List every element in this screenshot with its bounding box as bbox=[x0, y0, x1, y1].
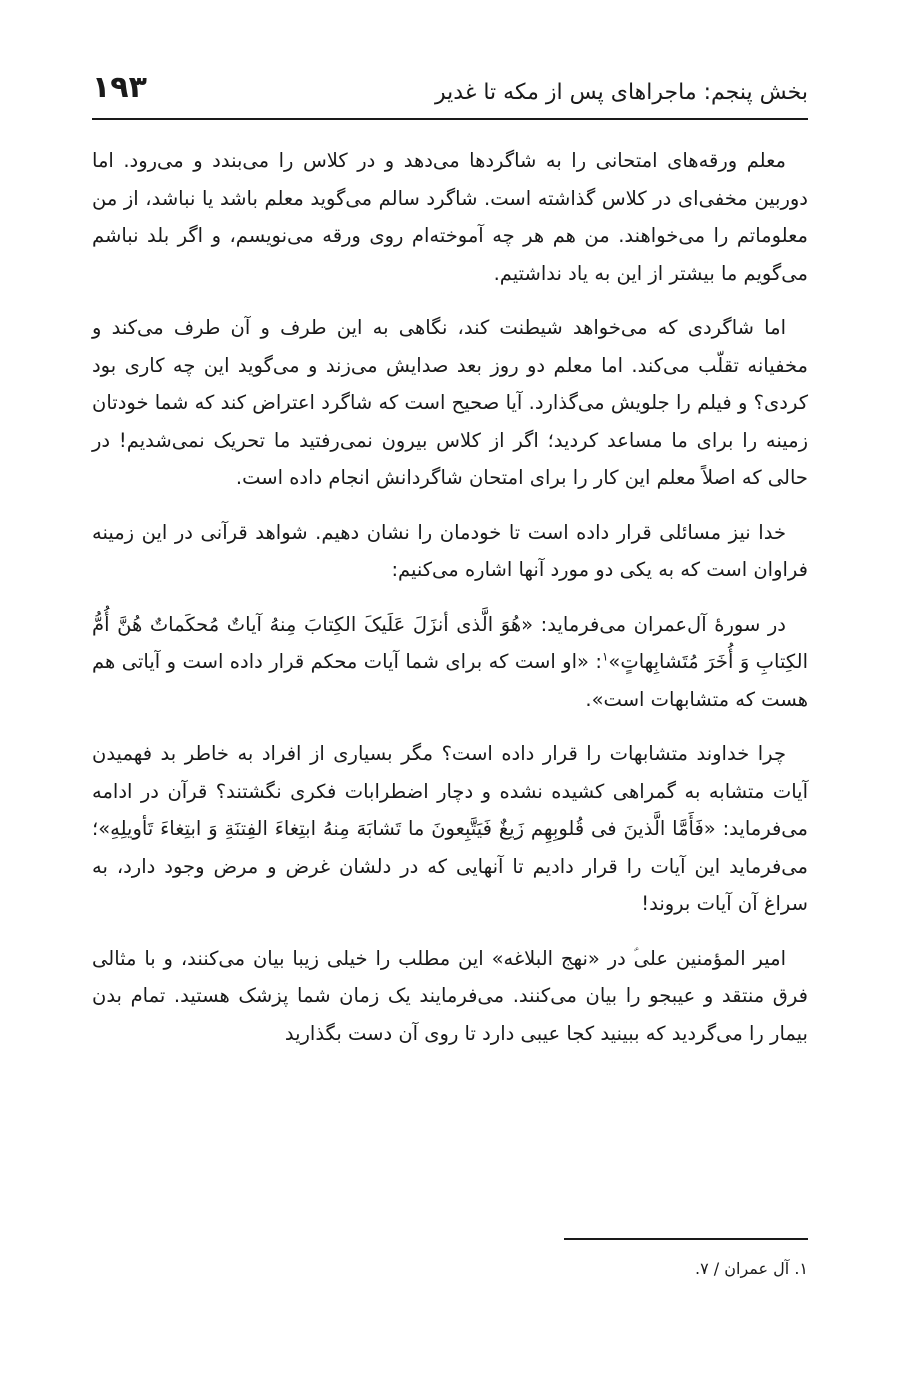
paragraph: چرا خداوند متشابهات را قرار داده است؟ مگر بسیاری از افراد به خاطر بد فهمیدن آیات متشابه به گمراهی کشیده نشده و دچار اضطرابات فکری نگشتند؟ قرآن در ادامه می‌فرماید: «فَأَمَّا الَّذینَ فی قُلوبِهِم زَیغٌ فَیَتَّبِعونَ ما تَشابَهَ مِنهُ ابتِغاءَ الفِتنَةِ وَ ابتِغاءَ تَأویلِهِ»؛ می‌فرماید این آیات را قرار دادیم تا آنهایی که در دلشان غرض و مرض وجود دارد، به سراغ آن آیات بروند! bbox=[92, 742, 808, 915]
body-text bbox=[92, 142, 808, 1069]
paragraph: معلم ورقه‌های امتحانی را به شاگردها می‌دهد و در کلاس را می‌بندد و می‌رود. اما دوربین مخفی‌ای در کلاس گذاشته است. شاگرد سالم می‌گوید معلم باشد یا نباشد، از من معلوماتم را می‌خواهند. من هم هر چه آموخته‌ام روی ورقه می‌نویسم، و اگر بلد نباشم می‌گویم ما بیشتر از این به یاد نداشتیم. bbox=[92, 149, 808, 285]
page-number: ۱۹۳ bbox=[92, 70, 147, 105]
footnote: ۱. آل عمران / ۷. bbox=[695, 1259, 808, 1278]
book-page bbox=[92, 0, 808, 1390]
verse-translation: : «او است که برای شما آیات محکم قرار داده است و آیاتی هم هست که متشابهات است». bbox=[92, 650, 808, 711]
chapter-title: بخش پنجم: ماجراهای پس از مکه تا غدیر bbox=[435, 80, 808, 105]
paragraph: امیر المؤمنین علی‌ؑ در «نهج البلاغه» این مطلب را خیلی زیبا بیان می‌کنند، و با مثالی فرق منتقد و عیبجو را بیان می‌کنند. می‌فرمایند یک زمان شما پزشک هستید. تمام بدن بیمار را می‌گردید که ببینید کجا عیبی دارد تا روی آن دست بگذارید bbox=[92, 946, 808, 1045]
paragraph-with-footnote bbox=[92, 606, 808, 719]
footnote-marker: ۱ bbox=[601, 649, 609, 664]
running-header bbox=[92, 66, 808, 114]
paragraph: خدا نیز مسائلی قرار داده است تا خودمان را نشان دهیم. شواهد قرآنی در این زمینه فراوان است که به یکی دو مورد آنها اشاره می‌کنیم: bbox=[92, 520, 808, 581]
header-divider bbox=[92, 118, 808, 120]
paragraph: اما شاگردی که می‌خواهد شیطنت کند، نگاهی به این طرف و آن طرف می‌کند و مخفیانه تقلّب می‌کند. اما معلم دو روز بعد صدایش می‌زند و می‌گوید این چه کاری بود کردی؟ و فیلم را جلویش می‌گذارد. آیا صحیح است که شاگرد اعتراض کند که شما خودتان زمینه را برای ما مساعد کردید؛ اگر از کلاس بیرون نمی‌رفتید ما تحریک نمی‌شدیم! در حالی که اصلاً معلم این کار را برای امتحان شاگردانش انجام داده است. bbox=[92, 316, 808, 489]
quran-verse: در سورهٔ آل‌عمران می‌فرماید: «هُوَ الَّذی أنزَلَ عَلَیکَ الکِتابَ مِنهُ آیاتٌ مُحکَماتٌ هُنَّ أُمُّ الکِتابِ وَ أُخَرَ مُتَشابِهاتٍ» bbox=[92, 612, 808, 673]
footnote-divider bbox=[564, 1238, 808, 1240]
